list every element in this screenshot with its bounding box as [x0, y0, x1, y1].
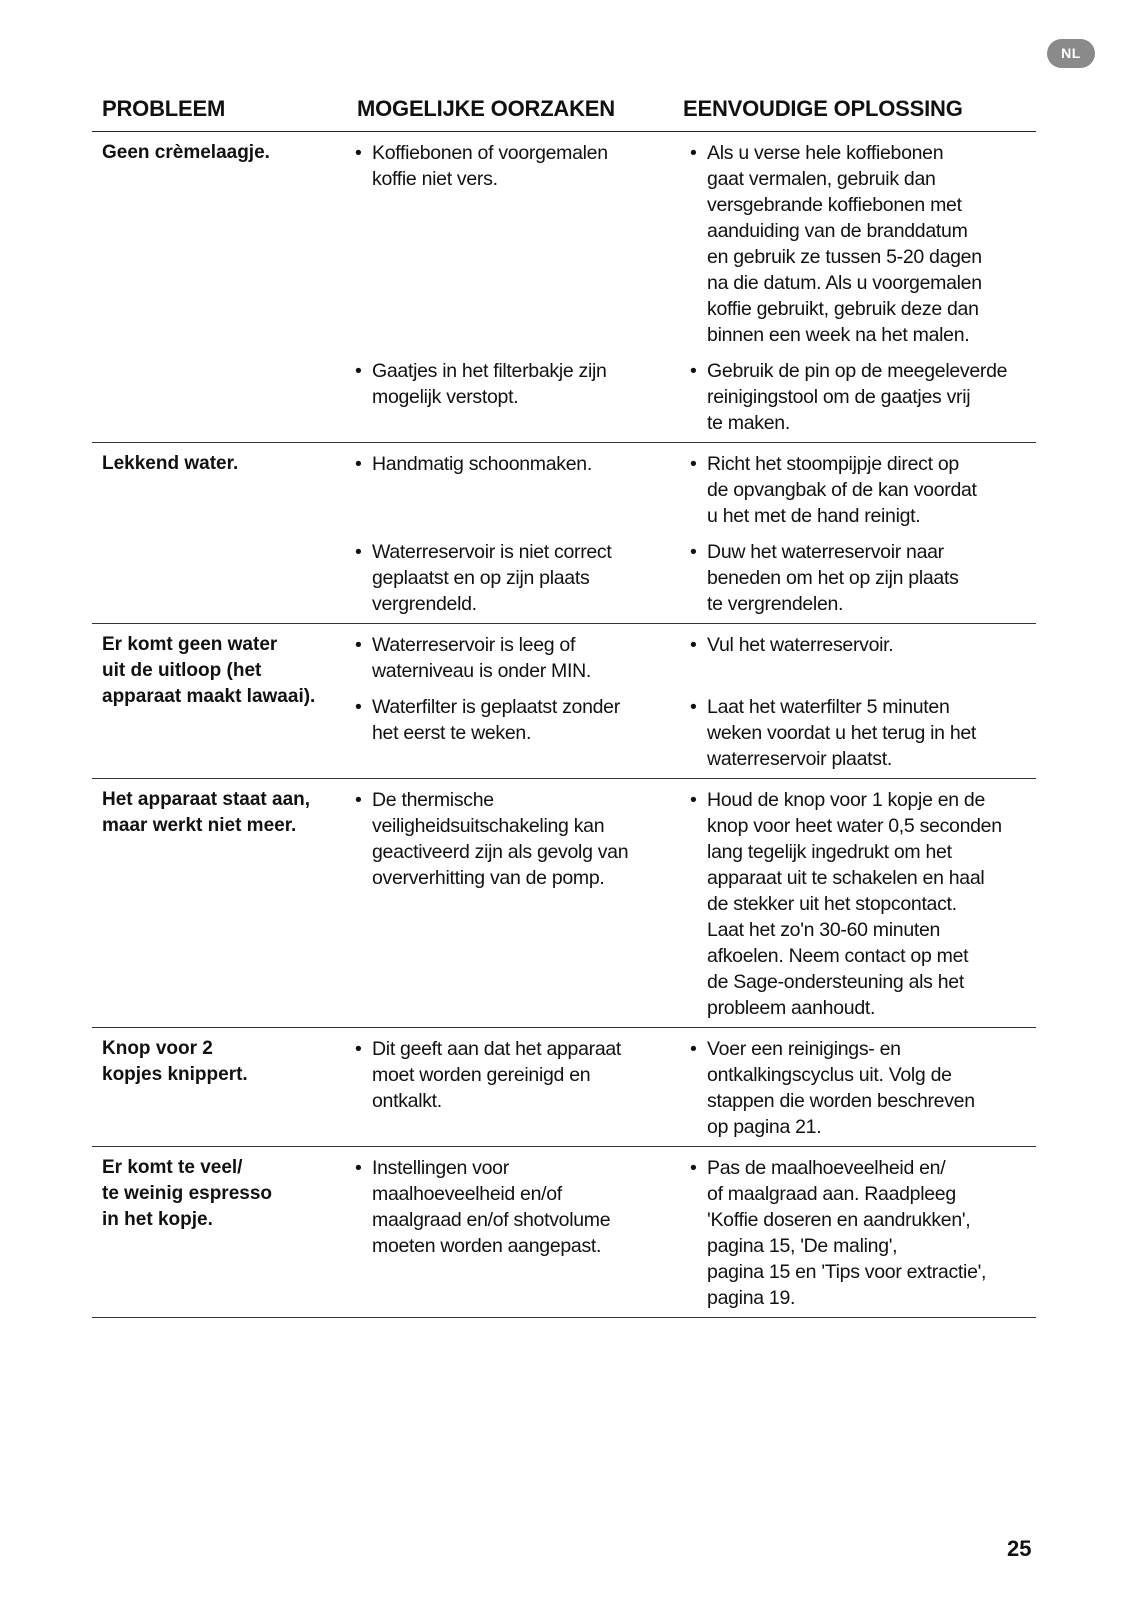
cause-solution-list — [355, 1147, 1036, 1317]
cause-solution-list — [355, 779, 1036, 1027]
problem-cell: Er komt geen water uit de uitloop (het apparaat maakt lawaai). — [102, 634, 316, 707]
bullet: • — [690, 541, 697, 563]
cause-item-text: Waterreservoir is niet correct geplaatst en op zijn plaats vergrendeld. — [372, 541, 612, 615]
solution-item — [690, 694, 1036, 772]
solution-item-text: Vul het waterreservoir. — [707, 634, 894, 656]
header-solution: EENVOUDIGE OPLOSSING — [683, 96, 963, 121]
problem-cell: Geen crèmelaagje. — [102, 142, 270, 163]
header-causes: MOGELIJKE OORZAKEN — [357, 96, 615, 121]
solution-item — [690, 451, 1036, 529]
solution-item — [690, 632, 1036, 684]
bullet: • — [690, 453, 697, 475]
solution-item — [690, 539, 1036, 617]
problem-cell: Knop voor 2 kopjes knippert. — [102, 1038, 248, 1085]
cause-item — [355, 140, 681, 348]
solution-item-text: Duw het waterreservoir naar beneden om het op zijn plaats te vergrendelen. — [707, 541, 959, 615]
cause-item-text: De thermische veiligheidsuitschakeling kan geactiveerd zijn als gevolg van oververhitting van de pomp. — [372, 789, 629, 889]
bullet: • — [355, 696, 362, 718]
cause-solution-pair — [355, 539, 1036, 617]
cause-item-text: Waterreservoir is leeg of waterniveau is onder MIN. — [372, 634, 592, 682]
cause-solution-pair — [355, 632, 1036, 684]
cause-item-text: Instellingen voor maalhoeveelheid en/of maalgraad en/of shotvolume moeten worden aangepast. — [372, 1157, 611, 1257]
troubleshooting-table — [92, 96, 1036, 1318]
page-number: 25 — [1007, 1536, 1032, 1561]
cause-solution-pair — [355, 787, 1036, 1021]
bullet: • — [355, 360, 362, 382]
bullet: • — [690, 1157, 697, 1179]
cause-item — [355, 451, 681, 529]
cause-solution-list — [355, 624, 1036, 778]
bullet: • — [690, 360, 697, 382]
solution-item-text: Gebruik de pin op de meegeleverde reinigingstool om de gaatjes vrij te maken. — [707, 360, 1008, 434]
cause-item — [355, 358, 681, 436]
bullet: • — [355, 453, 362, 475]
cause-solution-pair — [355, 694, 1036, 772]
solution-item-text: Als u verse hele koffiebonen gaat vermalen, gebruik dan versgebrande koffiebonen met aanduiding van de branddatum en gebruik ze tussen 5-20 dagen na die datum. Als u voorgemalen koffie gebruikt, gebruik deze dan binnen een week na het malen. — [707, 142, 982, 346]
cause-solution-list — [355, 132, 1036, 442]
cause-item — [355, 539, 681, 617]
cause-item — [355, 694, 681, 772]
bullet: • — [690, 1038, 697, 1060]
bullet: • — [355, 541, 362, 563]
language-badge: NL — [1047, 39, 1095, 68]
bullet: • — [355, 1157, 362, 1179]
table-header — [92, 96, 1036, 132]
cause-item-text: Dit geeft aan dat het apparaat moet worden gereinigd en ontkalkt. — [372, 1038, 622, 1112]
cause-item — [355, 632, 681, 684]
table-row — [92, 132, 1036, 443]
table-row — [92, 1028, 1036, 1147]
cause-solution-pair — [355, 358, 1036, 436]
table-row — [92, 624, 1036, 779]
solution-item — [690, 1036, 1036, 1140]
cause-item-text: Koffiebonen of voorgemalen koffie niet vers. — [372, 142, 608, 190]
solution-item-text: Richt het stoompijpje direct op de opvangbak of de kan voordat u het met de hand reinigt. — [707, 453, 977, 527]
solution-item-text: Laat het waterfilter 5 minuten weken voordat u het terug in het waterreservoir plaatst. — [707, 696, 977, 770]
cause-item — [355, 787, 681, 1021]
problem-cell: Het apparaat staat aan, maar werkt niet meer. — [102, 789, 311, 836]
bullet: • — [690, 634, 697, 656]
solution-item — [690, 358, 1036, 436]
bullet: • — [355, 1038, 362, 1060]
table-row — [92, 779, 1036, 1028]
solution-item-text: Pas de maalhoeveelheid en/ of maalgraad aan. Raadpleeg 'Koffie doseren en aandrukken', pagina 15, 'De maling', pagina 15 en 'Tips voor extractie', pagina 19. — [707, 1157, 987, 1309]
cause-solution-list — [355, 1028, 1036, 1146]
cause-item-text: Handmatig schoonmaken. — [372, 453, 592, 475]
solution-item — [690, 787, 1036, 1021]
cause-item-text: Gaatjes in het filterbakje zijn mogelijk verstopt. — [372, 360, 607, 408]
cause-solution-pair — [355, 1155, 1036, 1311]
cause-item-text: Waterfilter is geplaatst zonder het eerst te weken. — [372, 696, 620, 744]
table-row — [92, 1147, 1036, 1318]
bullet: • — [355, 142, 362, 164]
problem-cell: Lekkend water. — [102, 453, 239, 474]
solution-item — [690, 1155, 1036, 1311]
bullet: • — [690, 142, 697, 164]
bullet: • — [690, 696, 697, 718]
table-body — [92, 132, 1036, 1318]
cause-solution-pair — [355, 140, 1036, 348]
solution-item-text: Voer een reinigings- en ontkalkingscyclus uit. Volg de stappen die worden beschreven op pagina 21. — [707, 1038, 975, 1138]
solution-item-text: Houd de knop voor 1 kopje en de knop voor heet water 0,5 seconden lang tegelijk ingedrukt om het apparaat uit te schakelen en haal de stekker uit het stopcontact. Laat het zo'n 30-60 minuten afkoelen. Neem contact op met de Sage-ondersteuning als het probleem aanhoudt. — [707, 789, 1002, 1019]
solution-item — [690, 140, 1036, 348]
cause-item — [355, 1036, 681, 1140]
bullet: • — [355, 789, 362, 811]
bullet: • — [690, 789, 697, 811]
bullet: • — [355, 634, 362, 656]
problem-cell: Er komt te veel/ te weinig espresso in het kopje. — [102, 1157, 273, 1230]
cause-solution-list — [355, 443, 1036, 623]
header-problem: PROBLEEM — [102, 96, 226, 121]
cause-item — [355, 1155, 681, 1311]
cause-solution-pair — [355, 451, 1036, 529]
cause-solution-pair — [355, 1036, 1036, 1140]
table-row — [92, 443, 1036, 624]
